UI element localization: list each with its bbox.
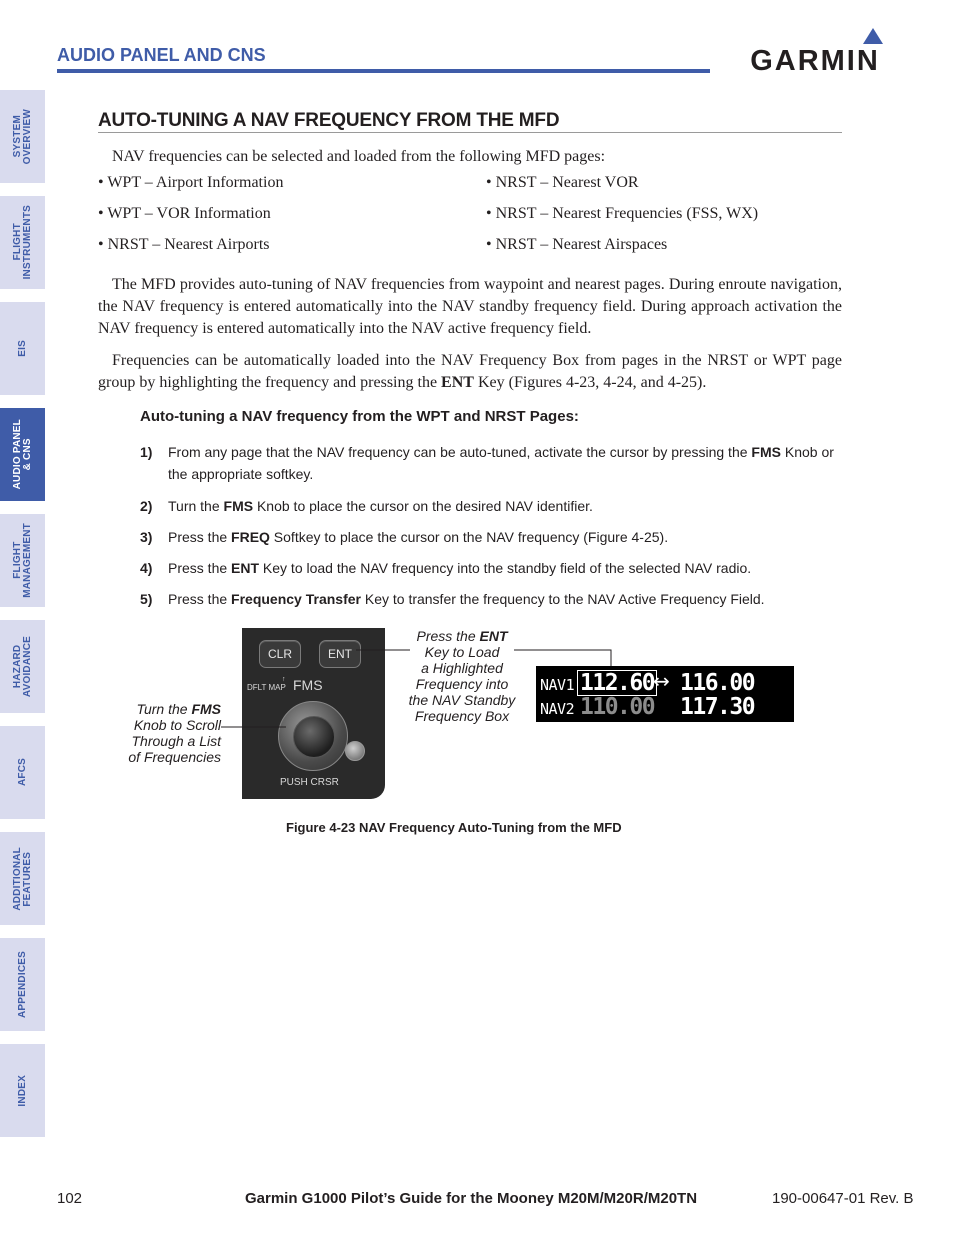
clr-key-button[interactable]: CLR (259, 640, 301, 668)
callout-fms-knob: Turn the FMS Knob to Scroll Through a List of Frequencies (128, 701, 221, 765)
push-crsr-label: PUSH CRSR (280, 777, 339, 788)
ent-key-button[interactable]: ENT (319, 640, 361, 668)
fms-label: FMS (293, 677, 323, 693)
tab-label: AFCS (16, 758, 28, 787)
intro-text: NAV frequencies can be selected and loaded from the following MFD pages: (112, 148, 606, 165)
tab-afcs[interactable] (0, 726, 45, 819)
bullet-item: • NRST – Nearest Frequencies (FSS, WX) (486, 205, 759, 222)
bullet-item: • WPT – Airport Information (98, 174, 284, 191)
nav2-label: NAV2 (540, 700, 575, 718)
bullet-item: • NRST – Nearest VOR (486, 174, 639, 191)
footer-title: Garmin G1000 Pilot’s Guide for the Mooney M20M/M20R/M20TN (245, 1190, 698, 1207)
page-number: 102 (57, 1190, 83, 1207)
nav1-active-frequency: 116.00 (680, 670, 755, 696)
tab-label: INDEX (16, 1074, 28, 1107)
tab-hazard-avoidance[interactable] (0, 620, 45, 713)
step-text: Turn the FMS Knob to place the cursor on the desired NAV identifier. (168, 498, 593, 514)
nav1-standby-frequency[interactable]: 112.60 (577, 670, 657, 696)
tab-label: EIS (16, 340, 28, 357)
section-header: AUDIO PANEL AND CNS (57, 45, 266, 65)
document-number: 190-00647-01 Rev. B (772, 1190, 914, 1207)
title-rule (98, 132, 842, 133)
step-number: 4) (140, 560, 153, 576)
header-rule (57, 69, 710, 73)
tab-flight-instruments[interactable] (0, 196, 45, 289)
arrow-up-icon: ↑ (282, 676, 286, 683)
nav1-label: NAV1 (540, 676, 575, 694)
tab-appendices[interactable] (0, 938, 45, 1031)
bullet-item: • WPT – VOR Information (98, 205, 271, 222)
ent-key-ref: ENT (441, 374, 474, 391)
tab-additional-features[interactable] (0, 832, 45, 925)
tab-flight-management[interactable] (0, 514, 45, 607)
procedure-title: Auto-tuning a NAV frequency from the WPT and NRST Pages: (140, 408, 579, 425)
nav-frequency-box (536, 666, 794, 722)
bullet-item: • NRST – Nearest Airspaces (486, 236, 668, 253)
tab-audio-panel-cns[interactable] (0, 408, 45, 501)
tab-system-overview[interactable] (0, 90, 45, 183)
tab-label: HAZARD AVOIDANCE (11, 635, 33, 698)
tab-index[interactable] (0, 1044, 45, 1137)
nav2-standby-frequency: 110.00 (580, 694, 655, 720)
step-text: Press the FREQ Softkey to place the cursor on the NAV frequency (Figure 4-25). (168, 529, 669, 545)
fms-knob[interactable] (278, 701, 348, 771)
step-text: Press the Frequency Transfer Key to transfer the frequency to the NAV Active Frequency Field. (168, 591, 765, 607)
logo-triangle-icon (863, 28, 883, 44)
tab-label: SYSTEM OVERVIEW (11, 108, 33, 165)
nav2-active-frequency: 117.30 (680, 694, 755, 720)
tab-label: AUDIO PANEL & CNS (11, 419, 33, 490)
mfd-bezel (242, 628, 385, 799)
step-number: 3) (140, 529, 153, 545)
step-number: 5) (140, 591, 153, 607)
step-text: From any page that the NAV frequency can be auto-tuned, activate the cursor by pressing the FMS Knob or the appropriate softkey. (168, 444, 834, 482)
tab-label: FLIGHT MANAGEMENT (11, 523, 33, 598)
bullet-item: • NRST – Nearest Airports (98, 236, 270, 253)
swap-arrow-icon: ↔ (653, 669, 670, 693)
tab-label: APPENDICES (16, 950, 28, 1018)
step-number: 1) (140, 444, 153, 460)
paragraph-auto-tuning: The MFD provides auto-tuning of NAV frequencies from waypoint and nearest pages. During enroute navigation, the NAV frequency is entered automatically into the NAV standby frequency field. During approach activation the NAV frequency is entered automatically into the NAV active frequency field. (98, 276, 842, 337)
callout-ent-key: Press the ENT Key to Load a Highlighted Frequency into the NAV Standby Frequency Box (408, 628, 516, 724)
tab-eis[interactable] (0, 302, 45, 395)
step-text: Press the ENT Key to load the NAV frequency into the standby field of the selected NAV radio. (168, 560, 752, 576)
dflt-map-label: DFLT MAP (247, 683, 286, 692)
page-title: AUTO-TUNING A NAV FREQUENCY FROM THE MFD (98, 110, 560, 131)
garmin-logo (733, 26, 898, 76)
step-number: 2) (140, 498, 153, 514)
tab-label: FLIGHT INSTRUMENTS (11, 205, 33, 280)
paragraph-nav-box: Frequencies can be automatically loaded into the NAV Frequency Box from pages in the NRST or WPT page group by highlighting the frequency and pressing the ENT Key (Figures 4-23, 4-24, and 4-25). (98, 352, 842, 391)
figure-caption: Figure 4-23 NAV Frequency Auto-Tuning from the MFD (286, 820, 622, 835)
tab-label: ADDITIONAL FEATURES (11, 846, 33, 911)
logo-text: GARMIN (750, 45, 880, 76)
small-knob[interactable] (345, 741, 365, 761)
fms-inner-knob[interactable] (293, 716, 335, 758)
